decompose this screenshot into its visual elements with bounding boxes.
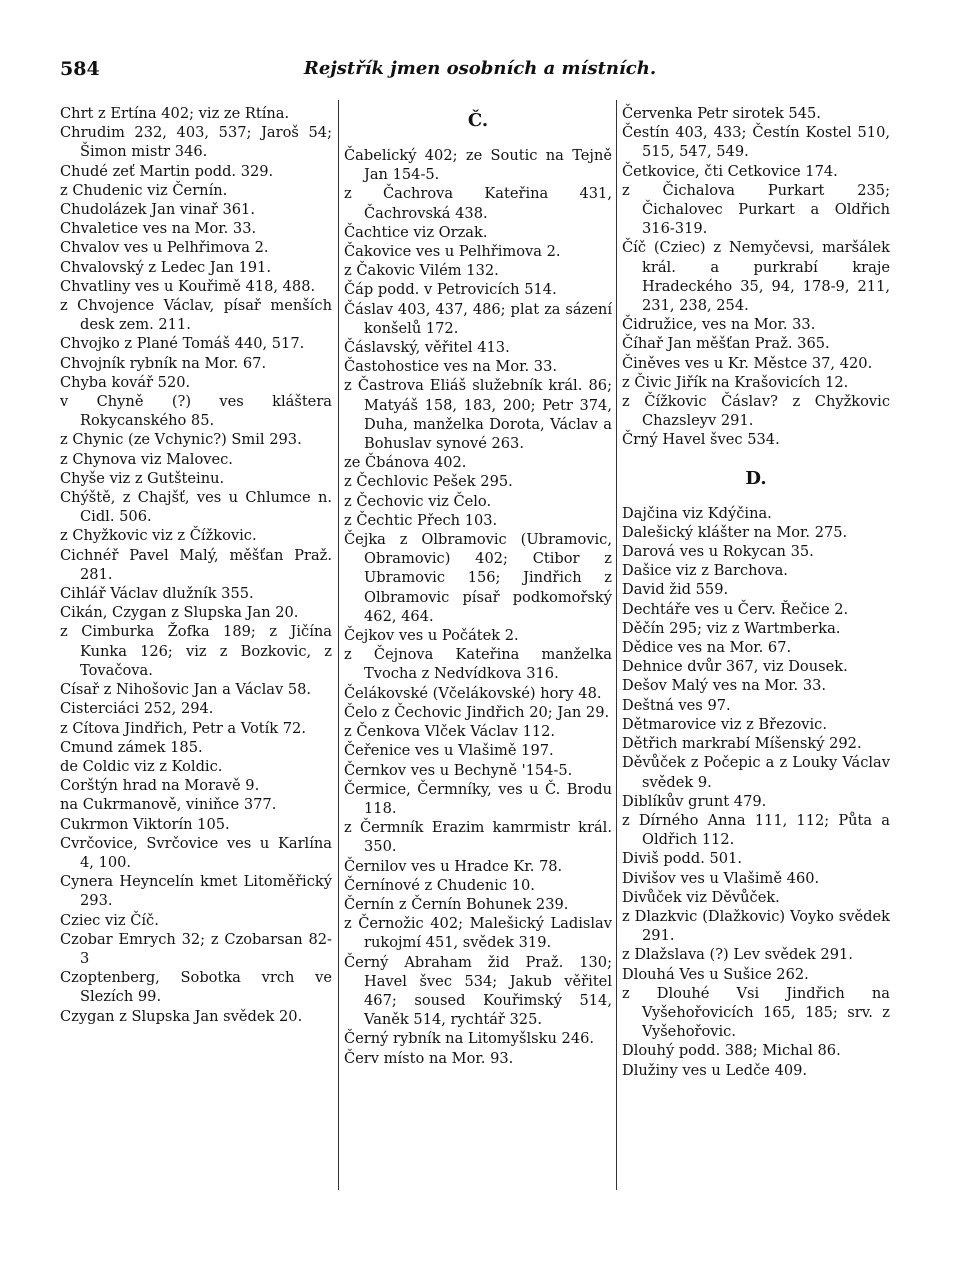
- index-entry: Chvojník rybník na Mor. 67.: [60, 354, 267, 372]
- index-entry: Čejka z Olbramovic (Ubramovic, Obramovic) 402; Ctibor z Ubramovic 156; Jindřich z Olbramovic písař podkomořský 462, 464.: [344, 531, 612, 625]
- index-entry: Černý rybník na Litomyšlsku 246.: [344, 1030, 595, 1048]
- index-entry: Cihlář Václav dlužník 355.: [60, 585, 254, 603]
- index-entry: Černkov ves u Bechyně '154-5.: [344, 761, 573, 779]
- index-entry: z Dlouhé Vsi Jindřich na Vyšehořovicích 165, 185; srv. z Vyšehořovic.: [622, 984, 890, 1041]
- index-entry: Dalešický klášter na Mor. 275.: [622, 523, 848, 541]
- index-entry: Dědice ves na Mor. 67.: [622, 639, 792, 657]
- index-entry: Chyba kovář 520.: [60, 373, 191, 391]
- index-entry: z Dírného Anna 111, 112; Půta a Oldřich 112.: [622, 811, 890, 849]
- page-number: 584: [60, 58, 100, 80]
- running-title: Rejstřík jmen osobních a místních.: [303, 58, 657, 79]
- index-entry: Chvalovský z Ledec Jan 191.: [60, 258, 271, 276]
- index-entry: Čejkov ves u Počátek 2.: [344, 627, 519, 645]
- index-entry: z Čížkovic Čáslav? z Chyžkovic Chazsleyv 291.: [622, 393, 890, 430]
- index-entry: Diblíkův grunt 479.: [622, 792, 767, 810]
- index-entry: z Chynova viz Malovec.: [60, 450, 233, 468]
- index-entry: Častohostice ves na Mor. 33.: [344, 358, 557, 376]
- index-entry: Chvatliny ves u Kouřimě 418, 488.: [60, 277, 316, 295]
- index-entry: Črný Havel švec 534.: [622, 431, 780, 449]
- index-entry: Císař z Nihošovic Jan a Václav 58.: [60, 681, 312, 699]
- index-entry: Čachtice viz Orzak.: [344, 223, 488, 241]
- index-entry: Chyše viz z Gutšteinu.: [60, 469, 225, 487]
- column-divider: [616, 100, 617, 1190]
- index-entry: Dlužiny ves u Ledče 409.: [622, 1061, 808, 1079]
- index-entry: Diviš podd. 501.: [622, 850, 742, 868]
- index-entry: Chudé zeť Martin podd. 329.: [60, 162, 274, 180]
- section-letter-d: D.: [745, 467, 767, 489]
- index-entry: de Coldic viz z Koldic.: [60, 757, 223, 775]
- index-column-2: [344, 104, 612, 1068]
- index-entry: Chýště, z Chajšť, ves u Chlumce n. Cidl. 506.: [60, 489, 332, 526]
- index-entry: Číhař Jan měšťan Praž. 365.: [622, 335, 830, 353]
- index-entry: Čelákovské (Včelákovské) hory 48.: [344, 684, 602, 702]
- index-entry: Dašice viz z Barchova.: [622, 562, 788, 580]
- index-entry: Dešov Malý ves na Mor. 33.: [622, 677, 827, 695]
- index-entry: ze Čbánova 402.: [344, 454, 467, 472]
- page-header: [60, 58, 900, 88]
- index-entry: Darová ves u Rokycan 35.: [622, 543, 814, 561]
- index-entry: z Černožic 402; Malešický Ladislav rukojmí 451, svědek 319.: [344, 915, 612, 952]
- index-entry: Cvrčovice, Svrčovice ves u Karlína 4, 100.: [60, 834, 332, 871]
- index-entry: Dětmarovice viz z Březovic.: [622, 715, 827, 733]
- index-entry: Corštýn hrad na Moravě 9.: [60, 777, 260, 795]
- index-entry: z Dlažslava (?) Lev svědek 291.: [622, 946, 853, 964]
- index-entry: Cukrmon Viktorín 105.: [60, 815, 230, 833]
- index-entry: z Cimburka Žofka 189; z Jičína Kunka 126; viz z Bozkovic, z Tovačova.: [60, 623, 332, 679]
- index-entry: z Chynic (ze Vchynic?) Smil 293.: [60, 431, 302, 449]
- index-entry: Číč (Cziec) z Nemyčevsi, maršálek král. a purkrabí kraje Hradeckého 35, 94, 178-9, 211, 231, 238, 254.: [622, 239, 890, 315]
- index-entry: Červenka Petr sirotek 545.: [622, 105, 821, 122]
- index-entry: Divišov ves u Vlašimě 460.: [622, 869, 820, 887]
- index-entry: Červ místo na Mor. 93.: [344, 1049, 514, 1067]
- index-entry: Činěves ves u Kr. Městce 37, 420.: [622, 354, 873, 372]
- index-entry: Dětřich markrabí Míšenský 292.: [622, 735, 862, 753]
- index-entry: Cikán, Czygan z Slupska Jan 20.: [60, 604, 299, 622]
- index-entry: Černín z Černín Bohunek 239.: [344, 895, 569, 913]
- index-entry: z Čakovic Vilém 132.: [344, 262, 499, 280]
- index-entry: Czoptenberg, Sobotka vrch ve Slezích 99.: [60, 969, 332, 1006]
- index-entry: Dechtáře ves u Červ. Řečice 2.: [622, 600, 849, 618]
- index-entry: Chrt z Ertína 402; viz ze Rtína.: [60, 105, 290, 122]
- index-entry: Czobar Emrych 32; z Czobarsan 82-3: [60, 930, 332, 967]
- index-entry: Čáslav 403, 437, 486; plat za sázení konšelů 172.: [344, 300, 612, 337]
- index-entry: Cmund zámek 185.: [60, 738, 203, 756]
- index-entry: Czygan z Slupska Jan svědek 20.: [60, 1007, 303, 1025]
- index-entry: Dehnice dvůr 367, viz Dousek.: [622, 658, 848, 676]
- index-entry: Čáp podd. v Petrovicích 514.: [344, 281, 557, 299]
- index-entry: z Chudenic viz Černín.: [60, 181, 228, 199]
- index-entry: z Čivic Jiřík na Krašovicích 12.: [622, 373, 849, 391]
- index-entry: z Čejnova Kateřina manželka Tvocha z Nedvídkova 316.: [344, 646, 612, 683]
- index-entry: Černý Abraham žid Praž. 130; Havel švec 534; Jakub věřitel 467; soused Kouřimský 514, Vaněk 514, rychtář 325.: [344, 953, 612, 1029]
- index-entry: Čestín 403, 433; Čestín Kostel 510, 515, 547, 549.: [622, 124, 890, 161]
- index-column-3: [622, 104, 890, 1080]
- section-letter-c-caron: Č.: [467, 110, 489, 131]
- index-entry: Cynera Heyncelín kmet Litoměřický 293.: [60, 873, 332, 910]
- index-entry: z Čermník Erazim kamrmistr král. 350.: [344, 819, 612, 856]
- index-entry: Cisterciáci 252, 294.: [60, 700, 214, 718]
- index-entry: Dajčina viz Kdýčina.: [622, 504, 772, 522]
- index-entry: Cichnéř Pavel Malý, měšťan Praž. 281.: [60, 546, 332, 583]
- index-entry: na Cukrmanově, viniňce 377.: [60, 796, 277, 814]
- index-entry: Černínové z Chudenic 10.: [344, 876, 535, 894]
- index-entry: Čabelický 402; ze Soutic na Tejně Jan 154-5.: [344, 147, 612, 184]
- index-entry: z Chvojence Václav, písař menších desk zem. 211.: [60, 297, 332, 334]
- index-entry: z Čenkova Vlček Václav 112.: [344, 723, 556, 741]
- index-entry: Čermice, Čermníky, ves u Č. Brodu 118.: [344, 780, 612, 817]
- index-entry: Divůček viz Děvůček.: [622, 888, 780, 906]
- index-entry: Dlouhá Ves u Sušice 262.: [622, 965, 809, 983]
- index-entry: Chudolázek Jan vinař 361.: [60, 201, 255, 219]
- index-entry: David žid 559.: [622, 581, 729, 599]
- index-entry: Chrudim 232, 403, 537; Jaroš 54; Šimon mistr 346.: [60, 124, 332, 161]
- index-entry: Chvalov ves u Pelhřimova 2.: [60, 239, 269, 257]
- index-entry: z Čechtic Přech 103.: [344, 511, 498, 529]
- index-entry: z Dlazkvic (Dlažkovic) Voyko svědek 291.: [622, 907, 890, 945]
- index-entry: z Čachrova Kateřina 431, Čachrovská 438.: [344, 185, 612, 222]
- index-entry: Deštná ves 97.: [622, 696, 731, 714]
- index-entry: Cziec viz Číč.: [60, 911, 159, 929]
- index-entry: Čelo z Čechovic Jindřich 20; Jan 29.: [344, 703, 610, 721]
- column-divider: [338, 100, 339, 1190]
- index-entry: Chvaletice ves na Mor. 33.: [60, 220, 257, 238]
- index-entry: Černilov ves u Hradce Kr. 78.: [344, 857, 563, 875]
- index-entry: z Čichalova Purkart 235; Čichalovec Purkart a Oldřich 316-319.: [622, 181, 890, 238]
- index-entry: Chvojko z Plané Tomáš 440, 517.: [60, 335, 305, 353]
- index-entry: Čáslavský, věřitel 413.: [344, 339, 510, 357]
- index-entry: Dlouhý podd. 388; Michal 86.: [622, 1042, 841, 1060]
- index-entry: Čidružice, ves na Mor. 33.: [622, 316, 816, 334]
- index-column-1: [60, 104, 332, 1026]
- index-entry: z Cítova Jindřich, Petr a Votík 72.: [60, 719, 306, 737]
- index-entry: z Chyžkovic viz z Čížkovic.: [60, 527, 257, 545]
- index-entry: Čakovice ves u Pelhřimova 2.: [344, 243, 561, 261]
- index-entry: Děvůček z Počepic a z Louky Václav svědek 9.: [622, 754, 890, 791]
- index-entry: z Čechovic viz Čelo.: [344, 492, 492, 510]
- index-entry: Děčín 295; viz z Wartmberka.: [622, 619, 841, 637]
- index-entry: Četkovice, čti Cetkovice 174.: [622, 162, 838, 180]
- index-entry: z Častrova Eliáš služebník král. 86; Matyáš 158, 183, 200; Petr 374, Duha, manželka Dorota, Václav a Bohuslav synové 263.: [344, 377, 612, 453]
- index-entry: z Čechlovic Pešek 295.: [344, 473, 513, 491]
- index-entry: Čeřenice ves u Vlašimě 197.: [344, 742, 554, 760]
- index-entry: v Chyně (?) ves kláštera Rokycanského 85.: [60, 393, 332, 430]
